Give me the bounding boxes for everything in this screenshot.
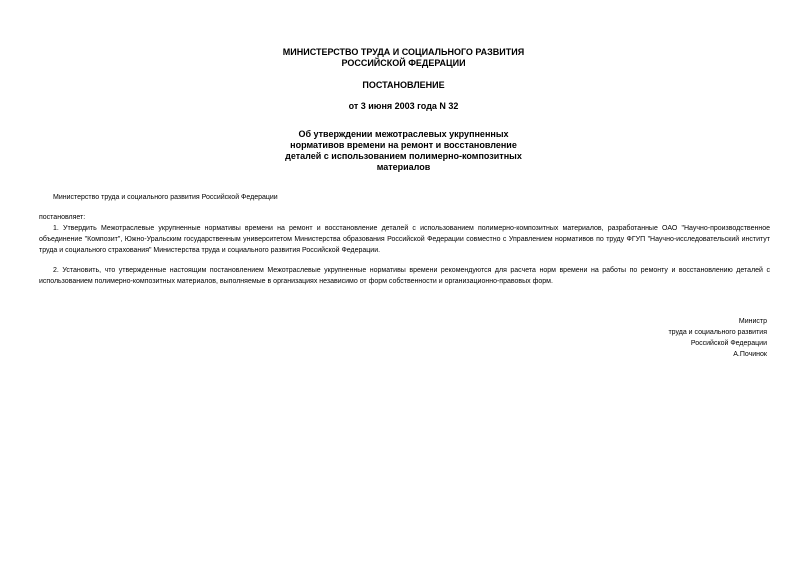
signature-title-line3: Российской Федерации <box>690 340 767 347</box>
ministry-heading-line2: РОССИЙСКОЙ ФЕДЕРАЦИИ <box>341 58 466 68</box>
signatory-name: А.Починок <box>733 351 767 358</box>
document-date <box>0 101 807 112</box>
subject-line: нормативов времени на ремонт и восстановление <box>290 140 517 150</box>
ministry-heading-line1: МИНИСТЕРСТВО ТРУДА И СОЦИАЛЬНОГО РАЗВИТИЯ <box>282 47 525 57</box>
subject-line: материалов <box>376 162 431 172</box>
document-type <box>0 80 807 91</box>
subject-line: деталей с использованием полимерно-композитных <box>285 151 522 161</box>
ministry-heading <box>0 47 807 69</box>
subject-line: Об утверждении межотраслевых укрупненных <box>298 129 509 139</box>
signature-title-line2: труда и социального развития <box>668 329 767 336</box>
paragraph-2: 2. Установить, что утвержденные настоящим постановлением Межотраслевые укрупненные нормативы времени рекомендуются для расчета норм времени на работы по ремонту и восстановлению деталей с использованием полимерно-композитных материалов, выполняемые в организациях независимо от форм собственности и организационно-правовых форм. <box>39 267 770 285</box>
document-date-text: от 3 июня 2003 года N 32 <box>348 101 459 111</box>
document-type-text: ПОСТАНОВЛЕНИЕ <box>362 80 445 90</box>
paragraph-1: 1. Утвердить Межотраслевые укрупненные нормативы времени на ремонт и восстановление деталей с использованием полимерно-композитных материалов, разработанные ОАО "Научно-производственное объединение "Композит", Южно-Уральским государственным университетом Министерства образования Российской Федерации совместно с Управлением нормативов по труду ФГУП "Научно-исследовательский институт труда и социального страхования" Министерства труда и социального развития Российской Федерации. <box>39 225 770 254</box>
signature-block <box>668 316 767 360</box>
document-subject <box>0 129 807 173</box>
intro-text: Министерство труда и социального развития Российской Федерации <box>53 194 278 201</box>
signature-title-line1: Министр <box>738 318 767 325</box>
resolves-text: постановляет: <box>39 214 86 221</box>
